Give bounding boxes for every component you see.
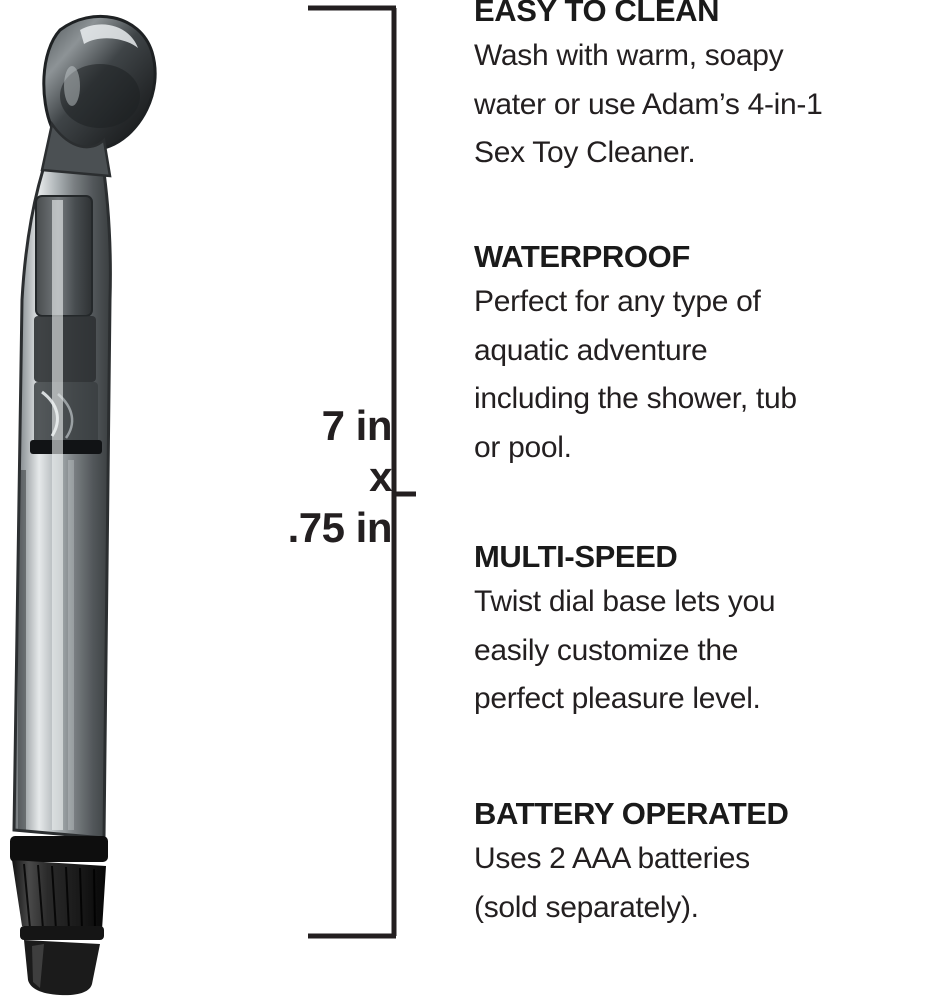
vibrator-illustration-svg xyxy=(0,0,240,1000)
feature-body-line: easily customize the xyxy=(474,633,739,667)
dimension-label xyxy=(240,400,392,554)
feature-item-multi-speed xyxy=(474,540,929,724)
dimension-callout xyxy=(240,0,440,1000)
feature-title: EASY TO CLEAN xyxy=(474,0,720,28)
feature-body-line: (sold separately). xyxy=(474,890,699,924)
feature-item-battery-operated xyxy=(474,797,929,932)
feature-body-line: water or use Adam’s 4-in-1 xyxy=(474,87,823,121)
feature-body-line: including the shower, tub xyxy=(474,382,797,416)
feature-body-line: Sex Toy Cleaner. xyxy=(474,136,696,170)
feature-item-easy-to-clean xyxy=(474,0,929,178)
feature-body-line: Wash with warm, soapy xyxy=(474,39,784,73)
feature-body xyxy=(474,578,929,724)
feature-body-line: perfect pleasure level. xyxy=(474,682,761,716)
feature-body xyxy=(474,278,929,472)
feature-title: BATTERY OPERATED xyxy=(474,796,789,831)
product-image xyxy=(0,0,240,1000)
feature-body-line: or pool. xyxy=(474,430,572,464)
dimension-line-1: 7 in xyxy=(321,402,392,449)
dimension-line-3: .75 in xyxy=(287,504,392,552)
feature-title: WATERPROOF xyxy=(474,239,690,274)
feature-body-line: aquatic adventure xyxy=(474,333,708,367)
feature-body xyxy=(474,835,929,932)
feature-body-line: Perfect for any type of xyxy=(474,285,761,319)
feature-title: MULTI-SPEED xyxy=(474,539,678,574)
feature-body-line: Twist dial base lets you xyxy=(474,585,776,619)
feature-body xyxy=(474,32,929,178)
feature-list xyxy=(474,0,929,1000)
feature-item-waterproof xyxy=(474,240,929,472)
feature-body-line: Uses 2 AAA batteries xyxy=(474,842,750,876)
dimension-line-2: x xyxy=(369,453,392,501)
